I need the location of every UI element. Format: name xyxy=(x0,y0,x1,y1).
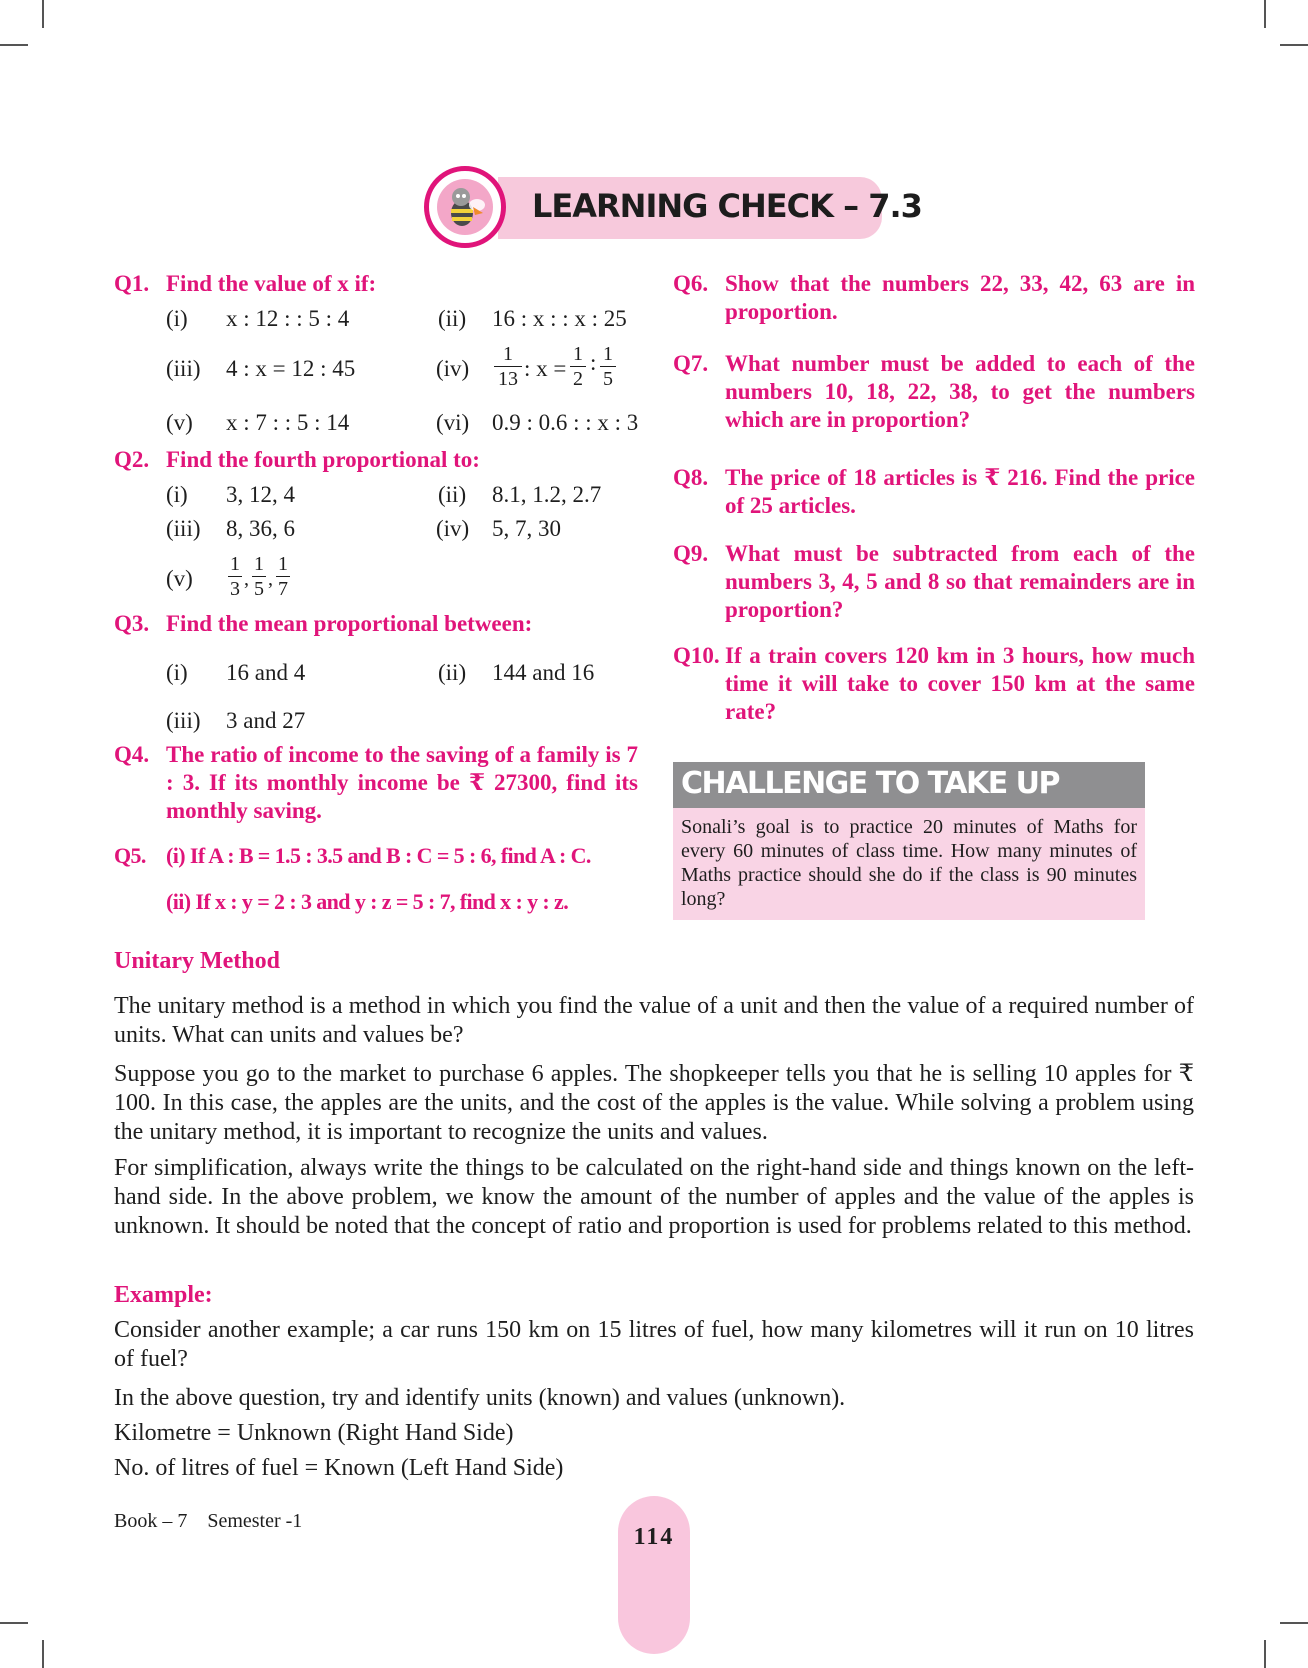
q1-iv-separator: : xyxy=(590,350,597,375)
bee-mascot-icon xyxy=(424,166,506,248)
q5-number: Q5. xyxy=(114,843,146,868)
crop-mark xyxy=(1264,1640,1266,1668)
q3-i-roman: (i) xyxy=(166,660,188,685)
q4-block xyxy=(114,741,638,831)
q2-v-fraction-1: $\frac{1}{3}$ xyxy=(230,553,240,600)
q2-i-roman: (i) xyxy=(166,482,188,507)
q2-iv-expr: 5, 7, 30 xyxy=(492,516,561,541)
paragraph-7: No. of litres of fuel = Known (Left Hand Side) xyxy=(114,1455,564,1481)
q2-v-fraction-2: $\frac{1}{5}$ xyxy=(254,553,264,600)
example-heading: Example: xyxy=(114,1282,213,1308)
q2-number: Q2. xyxy=(114,447,150,472)
q2-heading xyxy=(114,446,674,476)
q3-iii-roman: (iii) xyxy=(166,708,201,733)
crop-mark xyxy=(1264,0,1266,28)
paragraph-3: For simplification, always write the things to be calculated on the right-hand side and things known on the left-hand side. In the above problem, we know the amount of the number of apples and the value of the apples is unknown. It should be noted that the concept of ratio and proportion is used for problems related to this method. xyxy=(114,1155,1194,1239)
q1-heading xyxy=(114,270,674,300)
q3-ii-roman: (ii) xyxy=(438,660,467,685)
q5-part-2: (ii) If x : y = 2 : 3 and y : z = 5 : 7, find x : y : z. xyxy=(166,889,569,914)
crop-mark xyxy=(0,44,28,46)
q3-i-expr: 16 and 4 xyxy=(226,660,306,685)
q9-block xyxy=(673,540,1195,630)
q7-number: Q7. xyxy=(673,351,709,376)
q4-number: Q4. xyxy=(114,742,150,767)
q1-iv-fraction-1: $\frac{1}{13}$ xyxy=(494,342,522,391)
q6-number: Q6. xyxy=(673,271,709,296)
q6-block xyxy=(673,270,1195,330)
q10-number: Q10. xyxy=(673,643,720,668)
q2-iii-expr: 8, 36, 6 xyxy=(226,516,295,541)
q2-v-comma-2: , xyxy=(268,568,273,590)
q8-text: The price of 18 articles is ₹ 216. Find the price of 25 articles. xyxy=(725,465,1195,518)
q3-text: Find the mean proportional between: xyxy=(166,611,533,636)
q1-ii-expr: 16 : x : : x : 25 xyxy=(492,306,627,331)
q1-v-expr: x : 7 : : 5 : 14 xyxy=(226,410,350,435)
q1-i-roman: (i) xyxy=(166,306,188,331)
q1-v-roman: (v) xyxy=(166,410,193,435)
page-title: LEARNING CHECK – 7.3 xyxy=(532,187,922,225)
q4-text: The ratio of income to the saving of a family is 7 : 3. If its monthly income be ₹ 27300, find its monthly saving. xyxy=(166,742,638,823)
crop-mark xyxy=(1280,44,1308,46)
q1-i-expr: x : 12 : : 5 : 4 xyxy=(226,306,350,331)
q8-block xyxy=(673,464,1195,524)
q1-number: Q1. xyxy=(114,271,150,296)
q6-text: Show that the numbers 22, 33, 42, 63 are in proportion. xyxy=(725,271,1195,324)
q1-text: Find the value of x if: xyxy=(166,271,377,296)
crop-mark xyxy=(1280,1622,1308,1624)
q1-vi-expr: 0.9 : 0.6 : : x : 3 xyxy=(492,410,639,435)
q1-ii-roman: (ii) xyxy=(438,306,467,331)
q7-block xyxy=(673,350,1195,440)
q2-ii-expr: 8.1, 1.2, 2.7 xyxy=(492,482,602,507)
page-number-tab xyxy=(618,1496,690,1654)
unitary-method-heading: Unitary Method xyxy=(114,948,280,974)
q1-iii-expr: 4 : x = 12 : 45 xyxy=(226,356,356,381)
q2-v-fraction-3: $\frac{1}{7}$ xyxy=(278,553,288,600)
q7-text: What number must be added to each of the numbers 10, 18, 22, 38, to get the numbers which are in proportion? xyxy=(725,351,1195,432)
paragraph-1: The unitary method is a method in which you find the value of a unit and then the value of a required number of units. What can units and values be? xyxy=(114,993,1194,1048)
q2-iv-roman: (iv) xyxy=(436,516,470,541)
q2-i-expr: 3, 12, 4 xyxy=(226,482,295,507)
q9-number: Q9. xyxy=(673,541,709,566)
q1-iv-fraction-3: $\frac{1}{5}$ xyxy=(600,342,616,391)
q3-heading xyxy=(114,610,674,640)
page-number: 114 xyxy=(633,1524,675,1550)
q1-iii-roman: (iii) xyxy=(166,356,201,381)
paragraph-4: Consider another example; a car runs 150 km on 15 litres of fuel, how many kilometres will it run on 10 litres of fuel? xyxy=(114,1317,1194,1372)
paragraph-6: Kilometre = Unknown (Right Hand Side) xyxy=(114,1420,514,1446)
q5-part-1: (i) If A : B = 1.5 : 3.5 and B : C = 5 : 6, find A : C. xyxy=(166,843,591,868)
paragraph-2: Suppose you go to the market to purchase 6 apples. The shopkeeper tells you that he is selling 10 apples for ₹ 100. In this case, the apples are the units, and the cost of the apples is the value. While solving a problem using the unitary method, it is important to recognize the units and values. xyxy=(114,1061,1194,1145)
paragraph-5: In the above question, try and identify units (known) and values (unknown). xyxy=(114,1385,846,1411)
q8-number: Q8. xyxy=(673,465,709,490)
q1-iv-roman: (iv) xyxy=(436,356,470,381)
q2-ii-roman: (ii) xyxy=(438,482,467,507)
crop-mark xyxy=(0,1622,28,1624)
q9-text: What must be subtracted from each of the numbers 3, 4, 5 and 8 so that remainders are in proportion? xyxy=(725,541,1195,622)
crop-mark xyxy=(42,0,44,28)
q3-number: Q3. xyxy=(114,611,150,636)
q1-iv-middle: : x = xyxy=(524,356,567,381)
q10-text: If a train covers 120 km in 3 hours, how much time it will take to cover 150 km at the same rate? xyxy=(725,643,1195,724)
challenge-text: Sonali’s goal is to practice 20 minutes of Maths for every 60 minutes of class time. How many minutes of Maths practice should she do if the class is 90 minutes long? xyxy=(681,816,1137,910)
q3-iii-expr: 3 and 27 xyxy=(226,708,306,733)
q2-iii-roman: (iii) xyxy=(166,516,201,541)
crop-mark xyxy=(42,1640,44,1668)
q2-text: Find the fourth proportional to: xyxy=(166,447,480,472)
q10-block xyxy=(673,642,1195,732)
q2-v-comma-1: , xyxy=(244,568,249,590)
q3-ii-expr: 144 and 16 xyxy=(492,660,595,685)
q2-v-roman: (v) xyxy=(166,566,193,591)
challenge-title: CHALLENGE TO TAKE UP xyxy=(681,766,1060,801)
footer-book-label: Book – 7 Semester -1 xyxy=(114,1510,303,1532)
q5-block xyxy=(114,842,654,872)
q1-vi-roman: (vi) xyxy=(436,410,470,435)
q1-iv-fraction-2: $\frac{1}{2}$ xyxy=(570,342,586,391)
